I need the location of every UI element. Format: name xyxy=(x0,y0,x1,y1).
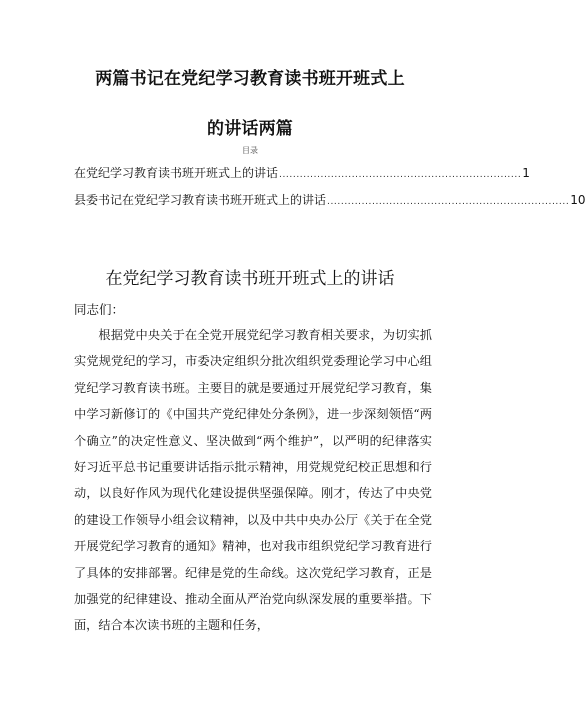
toc-entry-title: 县委书记在党纪学习教育读书班开班式上的讲话 xyxy=(74,193,327,207)
section-title: 在党纪学习教育读书班开班式上的讲话 xyxy=(105,269,395,289)
salutation: 同志们： xyxy=(74,302,125,317)
body-paragraph: 根据党中央关于在全党开展党纪学习教育相关要求，为切实抓实党规党纪的学习，市委决定组织分批次组织党委理论学习中心组党纪学习教育读书班。主要目的就是要通过开展党纪学习教育，集中学习新修订的《中国共产党纪律处分条例》，进一步深刻领悟“两个确立”的决定性意义、坚决做到“两个维护”，以严明的纪律落实好习近平总书记重要讲话指示批示精神，用党规党纪校正思想和行动，以良好作风为现代化建设提供坚强保障。刚才，传达了中央党的建设工作领导小组会议精神，以及中共中央办公厅《关于在全党开展党纪学习教育的通知》精神，也对我市组织党纪学习教育进行了具体的安排部署。纪律是党的生命线。这次党纪学习教育，正是加强党的纪律建设、推动全面从严治党向纵深发展的重要举措。下面，结合本次读书班的主题和任务， xyxy=(74,328,432,633)
toc-entry[interactable] xyxy=(74,191,586,209)
toc-entry-title: 在党纪学习教育读书班开班式上的讲话 xyxy=(74,166,279,180)
toc-entry[interactable] xyxy=(74,164,530,182)
document-title: 两篇书记在党纪学习教育读书班开班式上 xyxy=(95,69,405,89)
toc-heading: 目录 xyxy=(242,146,258,155)
document-title-continued: 的讲话两篇 xyxy=(207,119,293,139)
toc-page-number: 1 xyxy=(522,166,530,180)
toc-page-number: 10 xyxy=(570,193,586,207)
toc-dot-leader: ...................................................................... xyxy=(279,170,522,180)
toc-dot-leader: ...................................................................... xyxy=(327,197,570,207)
